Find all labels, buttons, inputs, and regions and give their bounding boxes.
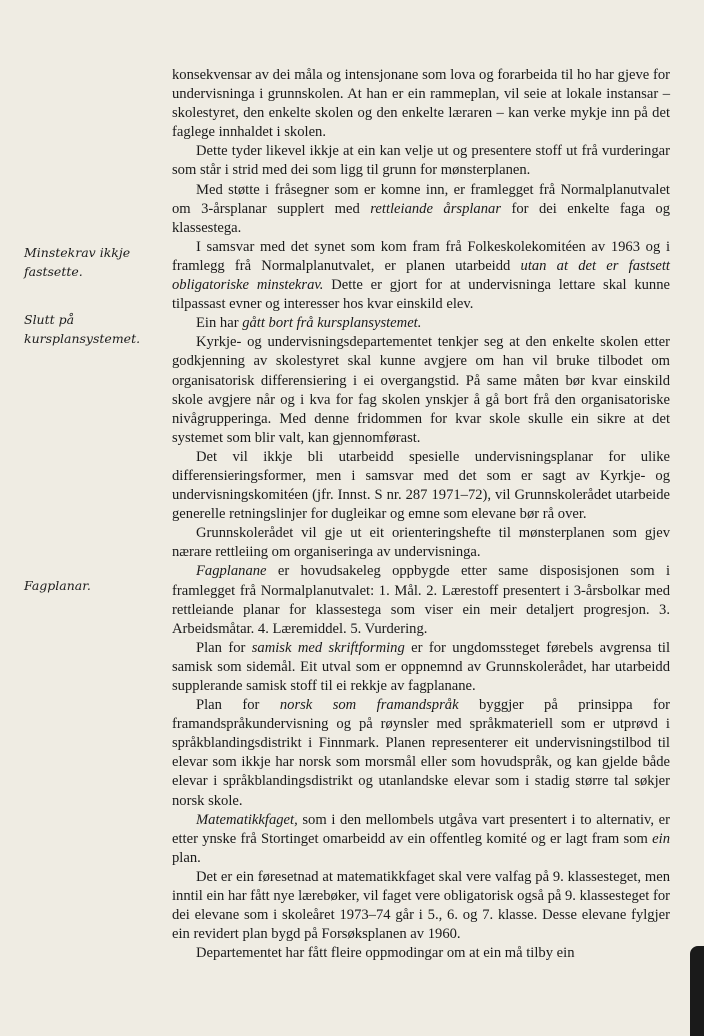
text-run: Kyrkje- og undervisningsdepartementet tenkjer seg at den enkelte skolen etter godkjenning av skolestyret skal kunne avgjere om han vil bruke tilbodet om organisatorisk differensiering i ei overgangstid. På same måten bør kvar einskild skole avgjere når og i kva for fag skolen ynskjer å gå bort frå den organisatoriske nivågrupperinga. Med denne fridommen for kvar skole skulle ein sikre at det systemet som blir valt, kan gjennomførast. <box>172 334 670 446</box>
text-run: for dei enkelte faga og klassestega. <box>172 200 670 236</box>
text-run: Det er ein føresetnad at matematikkfaget skal vere valfag på 9. klassesteget, men inntil ein har fått nye lærebøker, vil faget vere obligatorisk også på 9. klassesteget for dei elevane som i skoleåret 1973–74 går i 5., 6. og 7. klasse. Desse elevane fylgjer ein revidert plan bygd på Forsøksplanen av 1960. <box>172 868 670 943</box>
body-text <box>172 66 670 963</box>
paragraph <box>172 696 670 811</box>
paragraph <box>172 524 670 562</box>
text-run: er hovudsakeleg oppbygde etter same disposisjonen som i framlegget frå Normalplanutvalet: 1. Mål. 2. Lærestoff presentert i 3-årsbolkar med rettleiande planar for klassestega som viser ein meir detaljert progresjon. 3. Arbeidsmåtar. 4. Læremiddel. 5. Vurdering. <box>172 563 670 637</box>
paragraph <box>172 181 670 238</box>
margin-note-minstekrav: Minstekrav ikkje fastsette. <box>24 245 131 279</box>
italic-run: ein <box>652 830 670 847</box>
text-run: Grunnskolerådet vil gje ut eit orienteringshefte til mønsterplanen som gjev nærare rettleiing om organiseringa av undervisninga. <box>172 525 670 561</box>
text-run: byggjer på prinsippa for framandspråkundervisning og på røynsler med språkmateriell som er utprøvd i språkblandingsdistrikt i Finnmark. Planen representerer eit undervisningstilbod til elevar som ikkje har norsk som morsmål eller som hovudspråk, og kan gjelde både elevar i språkblandingsdistrikt og utanlandske elevar som i stadig større tal søkjer norsk skole. <box>172 697 670 809</box>
text-run: Ein har <box>196 315 243 332</box>
paragraph <box>172 238 670 314</box>
paragraph <box>172 944 670 963</box>
text-run: Dette er gjort for at undervisninga lettare skal kunne tilpassast evner og interesser hos kvar einskild elev. <box>172 277 670 313</box>
italic-run: utan at det er fastsett obligatoriske minstekrav. <box>172 257 670 294</box>
paragraph <box>172 66 670 142</box>
text-run: plan. <box>172 849 201 866</box>
italic-run: Matematikkfaget, <box>196 811 298 828</box>
text-run: Plan for <box>196 639 252 656</box>
paragraph <box>172 811 670 868</box>
paragraph <box>172 562 670 638</box>
paragraph <box>172 639 670 696</box>
text-run: Plan for <box>196 697 280 714</box>
italic-run: norsk som framandspråk <box>279 697 459 714</box>
page-corner-shadow <box>690 946 704 1036</box>
text-run: Det vil ikkje bli utarbeidd spesielle undervisningsplanar for ulike differensieringsformer, men i samsvar med det som er sagt av Kyrkje- og undervisningskomitéen (jfr. Innst. S nr. 287 1971–72), vil Grunnskolerådet utarbeide generelle retningslinjer for dugleikar og emne som elevane bør rå over. <box>172 448 670 523</box>
italic-run: Fagplanane <box>196 563 267 580</box>
margin-note-fagplanar: Fagplanar. <box>24 578 91 593</box>
italic-run: samisk med skriftforming <box>251 639 405 656</box>
paragraph <box>172 333 670 448</box>
text-run: er for ungdomssteget førebels avgrensa til samisk som sidemål. Eit utval som er oppnemnd av Grunnskolerådet, har utarbeidd supplerande samisk stoff til ei rekkje av fagplanane. <box>172 639 670 694</box>
italic-run: gått bort frå kursplansystemet. <box>242 315 422 332</box>
paragraph <box>172 448 670 524</box>
text-run: som i den mellombels utgåva vart presentert i to alternativ, er etter ynske frå Stortinget omarbeidd av ein offentleg komité og er lagt fram som <box>172 811 670 847</box>
italic-run: rettleiande årsplanar <box>370 200 501 217</box>
paragraph <box>172 314 670 333</box>
text-run: I samsvar med det synet som kom fram frå Folkeskolekomitéen av 1963 og i framlegg frå Normalplanutvalet, er planen utarbeidd <box>172 238 670 274</box>
text-run: Departementet har fått fleire oppmodingar om at ein må tilby ein <box>196 945 575 962</box>
paragraph <box>172 868 670 944</box>
paragraph <box>172 142 670 180</box>
text-run: konsekvensar av dei måla og intensjonane som lova og forarbeida til ho har gjeve for undervisninga i grunnskolen. At han er ein rammeplan, vil seie at lokale instansar – skolestyret, den enkelte skolen og den enkelte læraren – kan verke mykje inn på det faglege innhaldet i skolen. <box>172 67 670 141</box>
text-run: Med støtte i fråsegner som er komne inn, er framlegget frå Normalplanutvalet om 3-årsplanar supplert med <box>172 181 670 217</box>
text-run: Dette tyder likevel ikkje at ein kan velje ut og presentere stoff ut frå vurderingar som står i strid med dei som ligg til grunn for mønsterplanen. <box>172 143 670 179</box>
margin-note-kursplan: Slutt på kursplansystemet. <box>24 312 141 346</box>
